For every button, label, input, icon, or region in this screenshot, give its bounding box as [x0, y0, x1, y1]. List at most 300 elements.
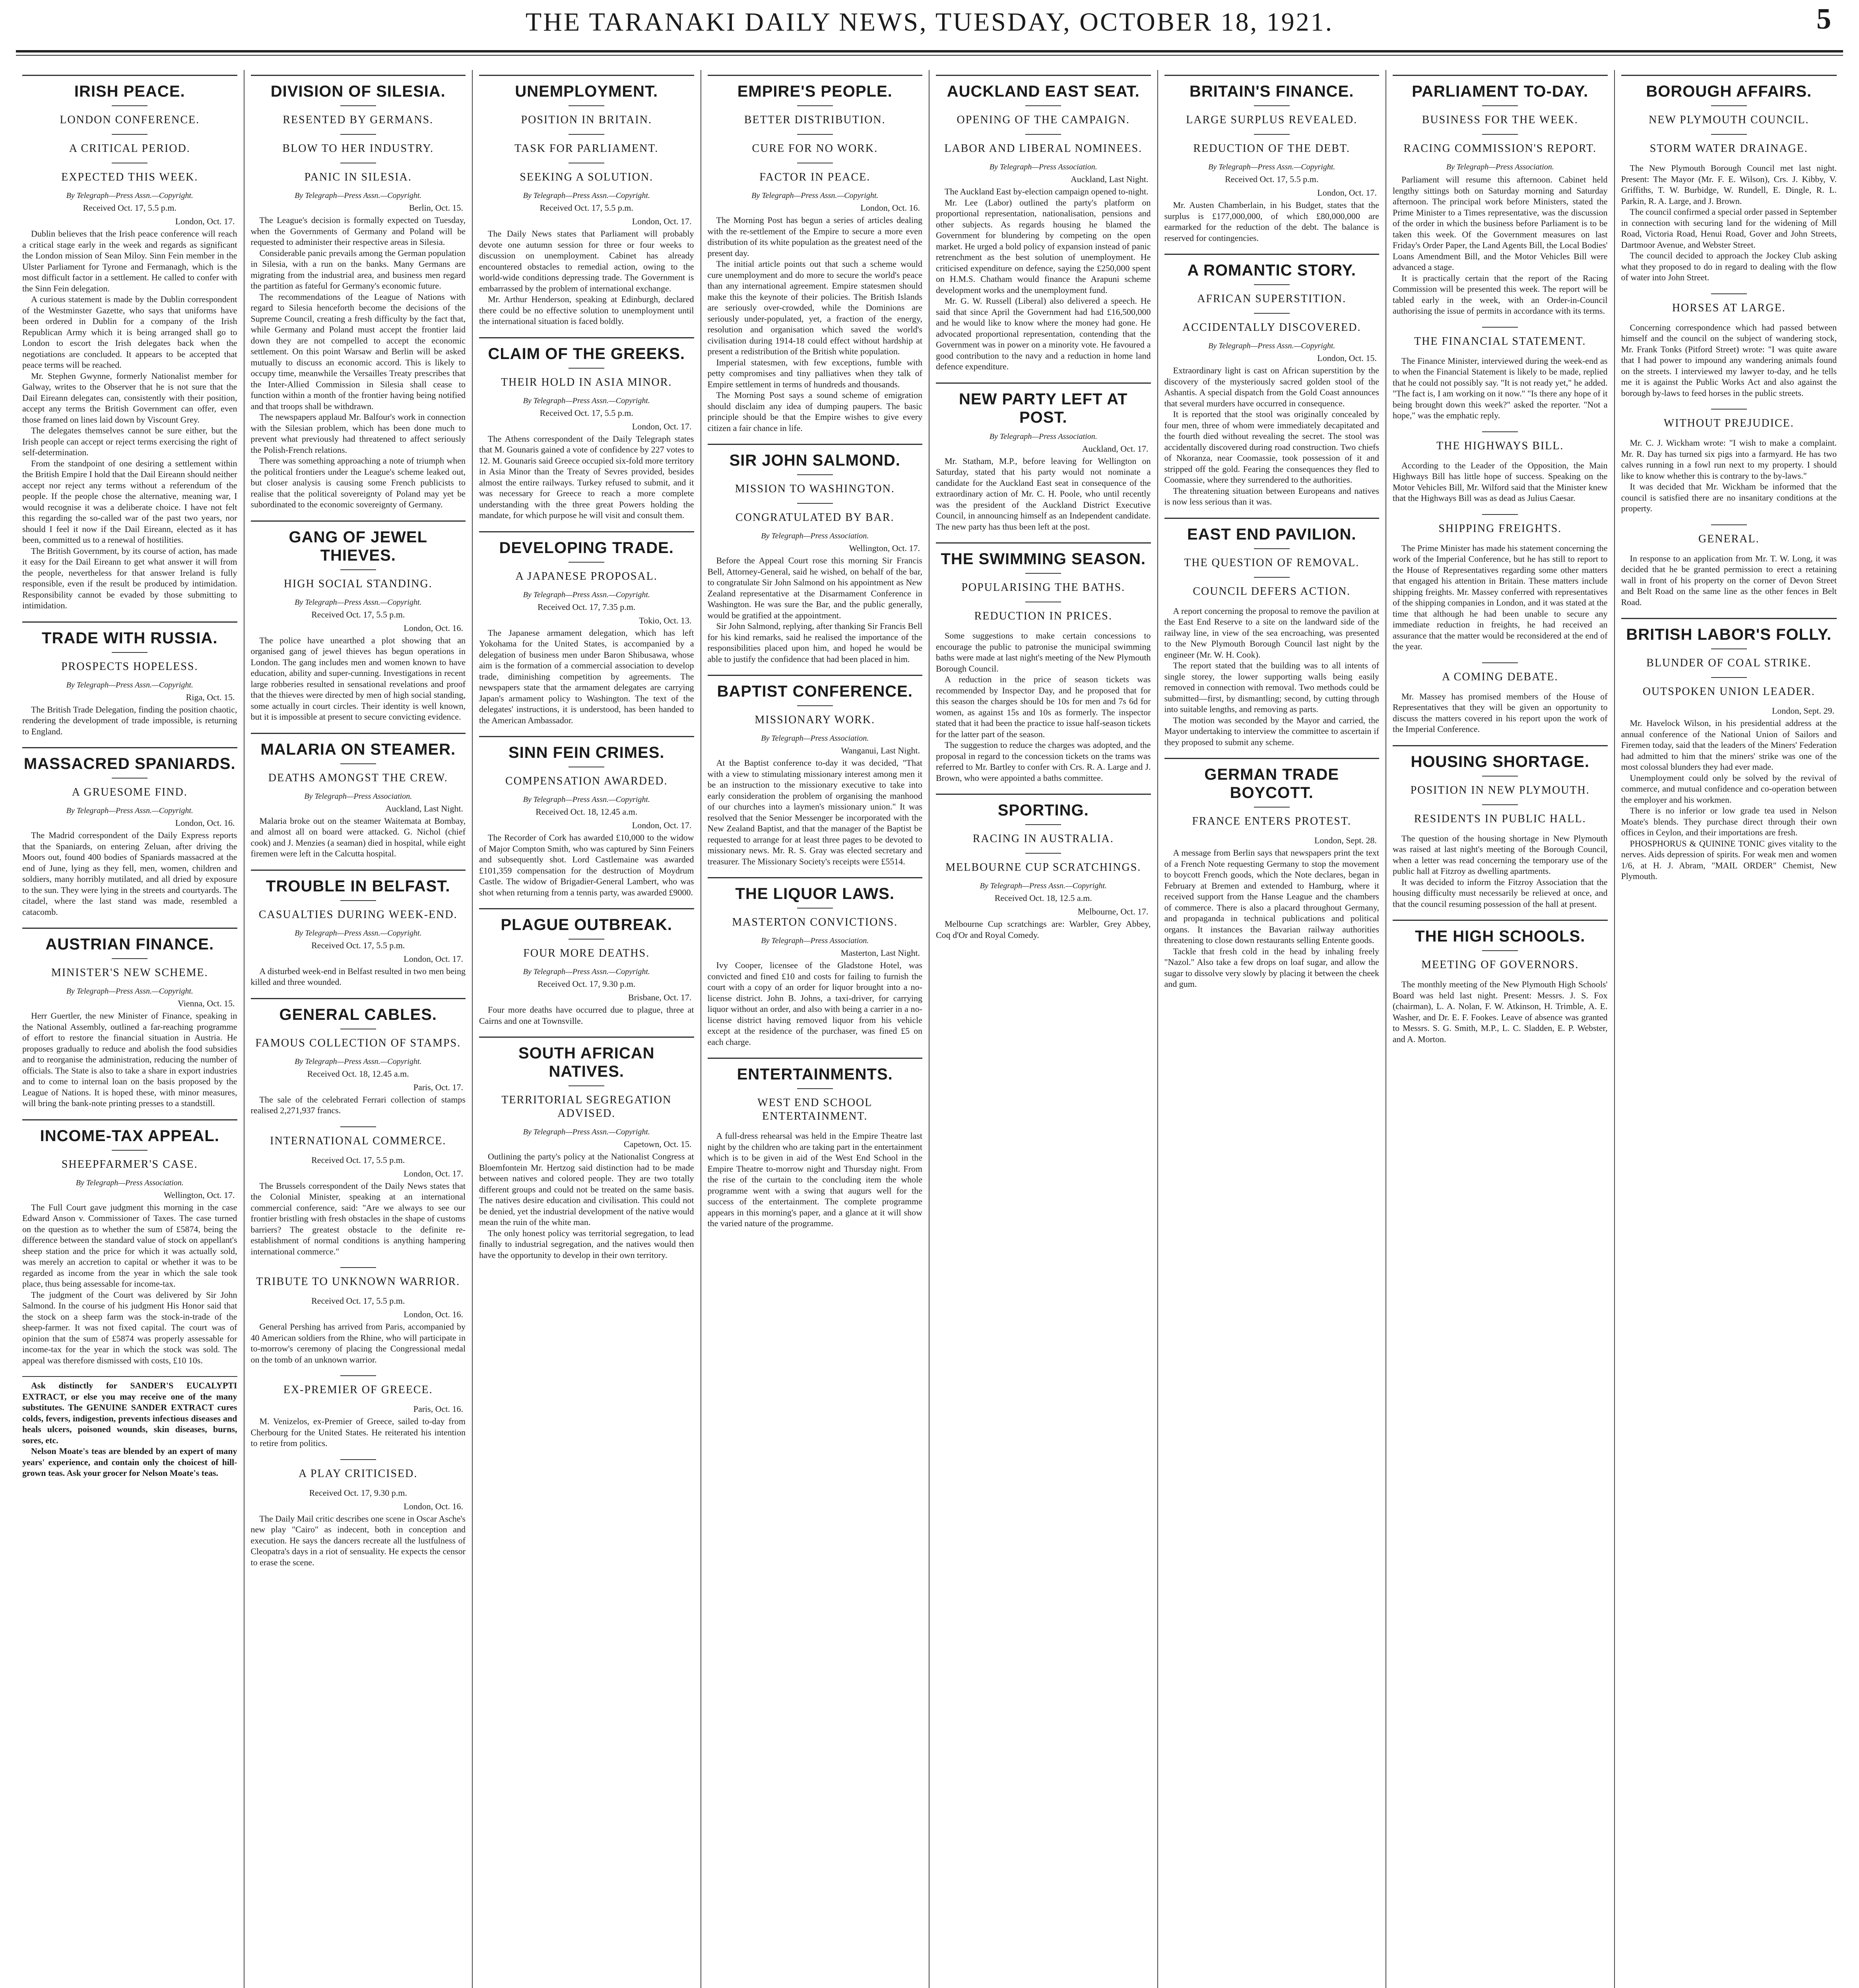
sub-rule: [112, 958, 147, 959]
sub-rule: [1482, 105, 1518, 106]
received-line: Received Oct. 17, 5.5 p.m.: [311, 1296, 405, 1306]
news-article: [251, 733, 466, 859]
news-article: [1164, 254, 1380, 507]
byline: By Telegraph—Press Assn.—Copyright.: [523, 396, 650, 405]
news-article: [479, 736, 694, 898]
dateline: Riga, Oct. 15.: [186, 692, 235, 702]
article-rule: [479, 75, 694, 76]
article-subheading: MEETING OF GOVERNORS.: [1421, 959, 1579, 971]
sub-rule: [340, 105, 376, 106]
article-paragraph: Some suggestions to make certain concessions to encourage the public to patronise the municipal swimming baths were made at last night's meeting of the New Plymouth Borough Council.: [936, 631, 1151, 674]
dateline: London, Oct. 17.: [1317, 188, 1377, 198]
sub-rule: [112, 134, 147, 135]
article-subheading: HIGH SOCIAL STANDING.: [283, 577, 433, 590]
article-rule: [1393, 920, 1608, 921]
byline: By Telegraph—Press Association.: [1446, 163, 1554, 171]
article-headline: BOROUGH AFFAIRS.: [1646, 83, 1812, 100]
byline: By Telegraph—Press Assn.—Copyright.: [523, 191, 650, 200]
byline: By Telegraph—Press Assn.—Copyright.: [295, 598, 422, 607]
article-subheading: LONDON CONFERENCE.: [60, 114, 200, 126]
article-paragraph: There is no inferior or low grade tea used in Nelson Moate's blends. They purchase direct through their own offices in Ceylon, and their importations are fresh.: [1621, 806, 1837, 837]
dateline: Vienna, Oct. 15.: [178, 998, 235, 1008]
article-headline: DIVISION OF SILESIA.: [270, 83, 446, 100]
article-rule: [1164, 518, 1380, 519]
newspaper-columns: [16, 70, 1843, 1988]
article-paragraph: The only honest policy was territorial segregation, to lead finally to industrial segregation, and the natives would then have the opportunity to develop in their own territory.: [479, 1228, 694, 1260]
article-subheading: FACTOR IN PEACE.: [759, 171, 871, 183]
article-headline: SOUTH AFRICAN NATIVES.: [518, 1044, 655, 1080]
dateline: London, Oct. 16.: [860, 203, 920, 213]
news-article: [479, 1037, 694, 1260]
sub-rule: [112, 652, 147, 653]
article-headline: ENTERTAINMENTS.: [737, 1066, 893, 1083]
article-paragraph: A curious statement is made by the Dublin correspondent of the Westminster Gazette, who says that uniforms have been ordered in Dublin for a company of the Irish Republican Army which it is being arranged shall go to London to escort the Irish delegates back when the negotiations are concluded. It appears to be accepted that peace terms will be reached.: [22, 294, 237, 370]
article-paragraph: Ivy Cooper, licensee of the Gladstone Hotel, was convicted and fined £10 and costs for failing to furnish the court with a copy of an order for liquor brought into a no-license district. John B. Johns, a taxi-driver, for carrying liquor without an order, and also with being a carrier in a no-license district having removed liquor from his vehicle except at the residence of the purchaser, was fined £5 on each charge.: [707, 960, 922, 1047]
article-paragraph: The council confirmed a special order passed in September in connection with securing land for the widening of Mill Road, Victoria Road, Henui Road, Gover and John Streets, Dartmoor Avenue, and Webster Street.: [1621, 207, 1837, 250]
dateline: London, Oct. 17.: [632, 421, 692, 431]
article-paragraph: General Pershing has arrived from Paris, accompanied by 40 American soldiers from the Rhine, who will participate in to-morrow's ceremony of placing the Congressional medal on the tomb of an unknown warrior.: [250, 1322, 466, 1365]
news-article: [251, 75, 466, 510]
article-subheading: SEEKING A SOLUTION.: [520, 171, 654, 183]
sub-rule: [569, 1085, 604, 1086]
article-subheading: EXPECTED THIS WEEK.: [61, 171, 198, 183]
dateline: London, Oct. 16.: [404, 1309, 463, 1319]
article-rule: [1621, 75, 1837, 76]
article-paragraph: The New Plymouth Borough Council met last night. Present: The Mayor (Mr. F. E. Wilson), Crs. J. Kibby, V. Griffiths, T. W. Burbidge, W. Rundell, E. Dingle, R. L. Parkin, R. A. Large, and J. Brown.: [1621, 163, 1837, 206]
news-article: [708, 877, 923, 1047]
article-subheading: A JAPANESE PROPOSAL.: [515, 570, 658, 582]
article-subheading: REDUCTION OF THE DEBT.: [1193, 142, 1350, 155]
sub-rule: [112, 1150, 147, 1151]
sub-rule: [340, 1459, 376, 1460]
article-paragraph: The Recorder of Cork has awarded £10,000 to the widow of Major Compton Smith, who was captured by Sinn Feiners and subsequently shot. Lord Castlemaine was awarded £101,359 compensation for the destruction of Moydrum Castle. The widow of Brigadier-General Lambert, who was shot when returning from a tennis party, was awarded £9000.: [479, 833, 694, 897]
article-subheading: MINISTER'S NEW SCHEME.: [51, 967, 208, 979]
article-subheading: NEW PLYMOUTH COUNCIL.: [1649, 114, 1809, 126]
article-headline: PARLIAMENT TO-DAY.: [1412, 83, 1589, 100]
article-paragraph: Unemployment could only be solved by the revival of commerce, and mutual confidence and co-operation between the employer and his workmen.: [1621, 773, 1837, 805]
article-paragraph: A report concerning the proposal to remove the pavilion at the East End Reserve to a site on the landward side of the railway line, in view of the sea encroaching, was presented to the New Plymouth Borough Council last night by the engineer (Mr. W. H. Cook).: [1164, 606, 1379, 660]
dateline: Wellington, Oct. 17.: [164, 1190, 235, 1200]
sub-rule: [797, 105, 833, 106]
sub-rule: [569, 562, 604, 563]
byline: By Telegraph—Press Assn.—Copyright.: [295, 1057, 422, 1066]
byline: By Telegraph—Press Assn.—Copyright.: [295, 928, 422, 938]
sub-rule: [1482, 950, 1518, 951]
sub-rule: [1025, 824, 1061, 825]
news-article: [1621, 75, 1837, 283]
article-paragraph: The motion was seconded by the Mayor and carried, the Mayor undertaking to interview the committee to ascertain if they proposed to submit any scheme.: [1164, 715, 1379, 747]
sub-rule: [1025, 105, 1061, 106]
dateline: London, Oct. 17.: [632, 216, 692, 226]
article-headline: THE LIQUOR LAWS.: [735, 885, 895, 903]
article-paragraph: There was something approaching a note of triumph when the political frontiers under the League's scheme leaked out, but closer analysis is causing some French publicists to realise that the political sovereignty of Poland may yet be subordinated to the economic sovereignty of Germany.: [250, 456, 466, 509]
article-subheading: OUTSPOKEN UNION LEADER.: [1642, 685, 1815, 698]
dateline: London, Oct. 17.: [404, 953, 463, 964]
article-paragraph: The Madrid correspondent of the Daily Express reports that the Spaniards, on entering Zeluan, after driving the Moors out, found 400 bodies of Spaniards massacred at the end of June, lying as they fell, men, women, children and soldiers, many horribly mutilated, and all dried by exposure to the sun. They were lying in the streets and courtyards. The citadel, where the last stand was made, resembled a catacomb.: [22, 830, 237, 917]
article-headline: THE HIGH SCHOOLS.: [1415, 928, 1585, 945]
article-paragraph: It was decided to inform the Fitzroy Association that the housing difficulty must necessarily be relieved at once, and that the council resuming possession of the hall at present.: [1393, 877, 1608, 909]
byline: By Telegraph—Press Assn.—Copyright.: [66, 987, 193, 996]
article-paragraph: PHOSPHORUS & QUININE TONIC gives vitality to the nerves. Aids depression of spirits. For weak men and women 1/6, at H. J. Abram, "MAIL ORDER" Chemist, New Plymouth.: [1621, 838, 1837, 881]
article-paragraph: The Athens correspondent of the Daily Telegraph states that M. Gounaris gained a vote of confidence by 227 votes to 12. M. Gounaris said Greece occupied six-fold more territory in Asia Minor than the Treaty of Sevres provided, besides almost the entire railways. Turkey refused to submit, and it was necessary for Greece to reach a more complete understanding with the three great Powers holding the mandate, for which purpose he will visit and consult them.: [479, 433, 694, 520]
article-headline: MASSACRED SPANIARDS.: [23, 755, 236, 773]
article-paragraph: Mr. Arthur Henderson, speaking at Edinburgh, declared there could be no effective solution to unemployment until the international situation is faced boldly.: [479, 294, 694, 326]
article-paragraph: Mr. Massey has promised members of the House of Representatives that they will be given an opportunity to discuss the matters covered in his report upon the work of the Imperial Conference.: [1393, 691, 1608, 734]
article-headline: HOUSING SHORTAGE.: [1411, 753, 1590, 771]
article-subheading: RACING IN AUSTRALIA.: [972, 833, 1114, 845]
column-6: [1158, 70, 1387, 1988]
dateline: London, Oct. 17.: [404, 1168, 463, 1178]
byline: By Telegraph—Press Association.: [761, 734, 869, 743]
dateline: Melbourne, Oct. 17.: [1077, 907, 1149, 916]
article-subheading: RACING COMMISSION'S REPORT.: [1403, 142, 1597, 155]
article-subheading: ACCIDENTALLY DISCOVERED.: [1182, 321, 1361, 334]
dateline: Auckland, Oct. 17.: [1082, 443, 1149, 454]
article-subheading: PROSPECTS HOPELESS.: [61, 660, 198, 673]
article-rule: [1393, 75, 1608, 76]
news-article: [1164, 758, 1380, 990]
article-subheading: EX-PREMIER OF GREECE.: [283, 1384, 433, 1396]
article-rule: [479, 736, 694, 737]
received-line: Received Oct. 18, 12.5 a.m.: [994, 893, 1092, 903]
article-subheading: THE QUESTION OF REMOVAL.: [1184, 556, 1360, 569]
article-paragraph: Melbourne Cup scratchings are: Warbler, Grey Abbey, Coq d'Or and Royal Comedy.: [936, 919, 1151, 940]
article-rule: [1164, 75, 1380, 76]
sub-rule: [1025, 853, 1061, 854]
received-line: Received Oct. 17, 5.5 p.m.: [311, 940, 405, 950]
article-headline: NEW PARTY LEFT AT POST.: [959, 390, 1128, 426]
column-1: [16, 70, 245, 1988]
article-paragraph: The sale of the celebrated Ferrari collection of stamps realised 2,271,937 francs.: [250, 1094, 466, 1115]
dateline: Capetown, Oct. 15.: [624, 1139, 692, 1149]
sub-rule: [569, 939, 604, 940]
article-subheading: POSITION IN NEW PLYMOUTH.: [1410, 784, 1590, 796]
dateline: London, Oct. 16.: [175, 818, 235, 828]
article-rule: [708, 877, 923, 878]
article-paragraph: Mr. Havelock Wilson, in his presidential address at the annual conference of the National Union of Sailors and Firemen today, said that the leaders of the Miners' Federation had admitted to him that the miners' strike was one of the most colossal blunders they had ever made.: [1621, 718, 1837, 772]
article-paragraph: The Finance Minister, interviewed during the week-end as to when the Financial Statement is likely to be made, replied that he could not possibly say. "It is not ready yet," he added. "The fact is, I am working on it now." "Is there any hope of it being brought down this week?" asked the reporter. "Not a hope," was the emphatic reply.: [1393, 355, 1608, 420]
article-subheading: HORSES AT LARGE.: [1672, 301, 1786, 314]
article-subheading: FRANCE ENTERS PROTEST.: [1192, 815, 1352, 827]
sub-rule: [1711, 677, 1747, 678]
sub-rule: [569, 134, 604, 135]
article-rule: [22, 621, 237, 623]
byline: By Telegraph—Press Association.: [304, 792, 412, 801]
article-paragraph: A message from Berlin says that newspapers print the text of a French Note requesting Germany to stop the movement to boycott French goods, which the Note declares, began in February at Bremen and extended to Hamburg, where it received support from the Hanse League and the chambers of commerce. There is also a placard throughout Germany, and propaganda in technical publications and political organs. It instances the Bavarian railway authorities threatening to close down restaurants selling Entente goods.: [1164, 848, 1379, 945]
dateline: Auckland, Last Night.: [385, 803, 463, 813]
article-subheading: WITHOUT PREJUDICE.: [1663, 417, 1794, 429]
article-rule: [708, 75, 923, 76]
news-article: [251, 1459, 466, 1568]
article-subheading: CASUALTIES DURING WEEK-END.: [258, 908, 458, 921]
dateline: London, Sept. 28.: [1314, 835, 1377, 845]
news-article: [22, 1119, 237, 1366]
article-rule: [251, 870, 466, 871]
news-article: [251, 1126, 466, 1257]
sub-rule: [797, 134, 833, 135]
article-paragraph: In response to an application from Mr. T. W. Long, it was decided that he be granted permission to erect a retaining wall in front of his property on the corner of Devon Street and Belt Road on the same line as the other fences in Belt Road.: [1621, 553, 1837, 607]
sub-rule: [1711, 105, 1747, 106]
article-paragraph: Sir John Salmond, replying, after thanking Sir Francis Bell for his kind remarks, said he realised the importance of the responsibilities placed upon him, and hoped he would be able to justify the confidence that had been placed in him.: [707, 621, 922, 664]
article-headline: PLAGUE OUTBREAK.: [501, 916, 673, 934]
sub-rule: [1482, 662, 1518, 663]
article-rule: [251, 75, 466, 76]
article-paragraph: The Daily News states that Parliament will probably devote one autumn session for three or four weeks to discussion on unemployment. Cabinet has already encountered obstacles to remedial action, owing to the world-wide conditions depressing trade. The Government is embarrassed by the problem of international exchange.: [479, 229, 694, 293]
article-subheading: MISSION TO WASHINGTON.: [735, 483, 895, 495]
article-paragraph: Mr. Austen Chamberlain, in his Budget, states that the surplus is £177,000,000, of which £80,000,000 are earmarked for the reduction of the debt. The balance is reserved for contingencies.: [1164, 200, 1379, 243]
news-article: [22, 747, 237, 917]
article-headline: BRITISH LABOR'S FOLLY.: [1626, 626, 1832, 643]
byline: By Telegraph—Press Assn.—Copyright.: [523, 967, 650, 976]
article-paragraph: Before the Appeal Court rose this morning Sir Francis Bell, Attorney-General, said he wished, on behalf of the bar, to congratulate Sir John Salmond on his appointment as New Zealand representative at the Disarmament Conference in Washington. He was sure the Bar, and the public generally, would be gratified at the appointment.: [707, 555, 922, 620]
article-rule: [479, 908, 694, 909]
received-line: Received Oct. 17, 9.30 p.m.: [309, 1487, 407, 1498]
sub-rule: [1254, 313, 1290, 314]
dateline: Paris, Oct. 16.: [413, 1404, 463, 1414]
article-subheading: SHIPPING FREIGHTS.: [1438, 522, 1562, 535]
sub-rule: [1711, 134, 1747, 135]
article-paragraph: The British Trade Delegation, finding the position chaotic, rendering the development of trade impossible, is returning to England.: [22, 704, 237, 736]
news-article: [1393, 327, 1608, 421]
article-paragraph: The delegates themselves cannot be sure either, but the Irish people can accept or reject terms exercising the right of self-determination.: [22, 425, 237, 457]
article-paragraph: The police have unearthed a plot showing that an organised gang of jewel thieves has begun operations in London. The gang includes men and women known to have education, ability and super-cunning. Investigations in recent large robberies resulted in sensational revelations and proof that the thieves were directed by men of high social standing, some actually in court circles. Their identity is well known, but it is impossible at present to secure convicting evidence.: [250, 635, 466, 722]
dateline: London, Oct. 16.: [404, 623, 463, 633]
article-paragraph: It is practically certain that the report of the Racing Commission will be presented this week. The report will be tabled early in the week, with an Order-in-Council authorising the issue of permits in accordance with its terms.: [1393, 273, 1608, 316]
news-article: [1164, 518, 1380, 748]
sub-rule: [1254, 284, 1290, 285]
article-subheading: STORM WATER DRAINAGE.: [1649, 142, 1808, 155]
article-paragraph: Dublin believes that the Irish peace conference will reach a critical stage early in the week and regards as significant the London mission of Sean Miloy. Sinn Fein member in the Ulster Parliament for Tyrone and Fermanagh, which is the most difficult factor in a settlement. He called to confer with the Sinn Fein delegation.: [22, 229, 237, 293]
sub-rule: [797, 1088, 833, 1089]
column-2: [245, 70, 473, 1988]
sub-rule: [1711, 409, 1747, 410]
article-rule: [936, 542, 1151, 544]
received-line: Received Oct. 17, 5.5 p.m.: [311, 609, 405, 619]
byline: By Telegraph—Press Association.: [989, 163, 1097, 171]
column-5: [930, 70, 1158, 1988]
sub-rule: [1254, 105, 1290, 106]
sub-rule: [1711, 648, 1747, 649]
article-subheading: OPENING OF THE CAMPAIGN.: [957, 114, 1130, 126]
byline: By Telegraph—Press Assn.—Copyright.: [66, 806, 193, 815]
sub-rule: [340, 1375, 376, 1376]
sub-rule: [1254, 134, 1290, 135]
article-headline: BAPTIST CONFERENCE.: [717, 683, 913, 700]
article-paragraph: Ask distinctly for SANDER'S EUCALYPTI EXTRACT, or else you may receive one of the many substitutes. The GENUINE SANDER EXTRACT cures colds, fevers, indigestion, prevents infectious diseases and heals ulcers, poisoned wounds, skin diseases, burns, sores, etc.: [22, 1380, 237, 1445]
byline: By Telegraph—Press Assn.—Copyright.: [1208, 163, 1335, 171]
received-line: Received Oct. 18, 12.45 a.m.: [536, 807, 638, 817]
masthead-rule: [16, 50, 1843, 56]
news-article: [251, 1267, 466, 1365]
news-article: [708, 675, 923, 867]
article-rule: [251, 733, 466, 734]
dateline: Masterton, Last Night.: [840, 948, 920, 958]
article-paragraph: The suggestion to reduce the charges was adopted, and the proposal in regard to the concession tickets on the trams was referred to Mr. Bartley to confer with Crs. R. A. Large and J. Brown, who were appointed a baths committee.: [936, 740, 1151, 783]
dateline: Wanganui, Last Night.: [841, 746, 920, 755]
sub-rule: [1254, 577, 1290, 578]
news-article: [251, 870, 466, 988]
article-paragraph: M. Venizelos, ex-Premier of Greece, sailed to-day from Cherbourg for the United States. He reiterated his intention to retire from politics.: [250, 1416, 466, 1448]
sub-rule: [797, 474, 833, 475]
article-rule: [936, 75, 1151, 76]
sub-rule: [569, 105, 604, 106]
byline: By Telegraph—Press Association.: [761, 532, 869, 540]
sub-rule: [1254, 548, 1290, 549]
byline: By Telegraph—Press Assn.—Copyright.: [980, 881, 1107, 890]
article-paragraph: Four more deaths have occurred due to plague, three at Cairns and one at Townsville.: [479, 1005, 694, 1026]
news-article: [1621, 524, 1837, 608]
article-paragraph: Considerable panic prevails among the German population in Silesia, with a run on the banks. Many Germans are migrating from the industrial area, and business men regard the partition as fateful for Germany's economic future.: [250, 248, 466, 291]
article-paragraph: The monthly meeting of the New Plymouth High Schools' Board was held last night. Present: Messrs. J. S. Fox (chairman), L. A. Nolan, F. W. Atkinson, H. Trimble, A. E. Washer, and Dr. E. F. Fookes. Leave of absence was granted to Messrs. S. G. Smith, M.P., L. C. Sladden, E. P. Webster, and A. Morton.: [1393, 979, 1608, 1044]
article-subheading: RESIDENTS IN PUBLIC HALL.: [1414, 812, 1586, 825]
dateline: London, Oct. 17.: [632, 820, 692, 830]
article-paragraph: Herr Guertler, the new Minister of Finance, speaking in the National Assembly, outlined a far-reaching programme of effort to restore the financial situation in Austria. He proposes gradually to reduce and abolish the food subsidies and to reorganise the administration, reducing the number of officials. The State is also to take a share in export industries and to come to internal loan on the basis proposed by the League of Nations. It is hoped these, with minor measures, will bring the bank-note printing presses to a standstill.: [22, 1011, 237, 1108]
article-subheading: MELBOURNE CUP SCRATCHINGS.: [945, 861, 1141, 874]
sub-rule: [1482, 804, 1518, 805]
article-headline: TRADE WITH RUSSIA.: [42, 629, 218, 647]
article-subheading: TERRITORIAL SEGREGATION ADVISED.: [501, 1094, 672, 1120]
article-paragraph: The Brussels correspondent of the Daily News states that the Colonial Minister, speaking at an international commercial conference, said: "Are we always to see our frontier bristling with fresh obstacles in the shape of customs barriers? The greatest obstacle to the definite re-establishment of normal conditions is anything hampering international commerce.": [250, 1180, 466, 1256]
article-subheading: AFRICAN SUPERSTITION.: [1197, 293, 1347, 305]
news-article: [1393, 514, 1608, 652]
byline: By Telegraph—Press Assn.—Copyright.: [523, 590, 650, 599]
article-headline: A ROMANTIC STORY.: [1187, 262, 1356, 279]
article-rule: [1621, 618, 1837, 619]
article-rule: [479, 531, 694, 532]
article-paragraph: The Full Court gave judgment this morning in the case Edward Anson v. Commissioner of Taxes. The case turned on the question as to whether the sum of £5874, being the difference between the standard value of stock on appellant's sheep station and the price for which it was actually sold, was merely an accretion to capital or whether it was to be regarded as income from the year in which the sale took place, thus being assessable for income-tax.: [22, 1202, 237, 1289]
article-paragraph: Mr. G. W. Russell (Liberal) also delivered a speech. He said that since April the Government had had £16,500,000 and he would like to know where the money had gone. He advocated proportional representation, contending that the Government was in power on a minority vote. He favoured a good contribution to the navy and a reduction in home land defence expenditure.: [936, 296, 1151, 371]
article-headline: SIR JOHN SALMOND.: [729, 452, 900, 469]
news-article: [251, 998, 466, 1116]
article-rule: [936, 382, 1151, 384]
news-article: [1621, 409, 1837, 514]
sub-rule: [340, 134, 376, 135]
article-subheading: MISSIONARY WORK.: [755, 714, 875, 726]
article-paragraph: Parliament will resume this afternoon. Cabinet held lengthy sittings both on Saturday morning and Saturday afternoon. The principal work before Ministers, stated the Prime Minister to a Times representative, was the discussion of the order in which the business before Parliament is to be taken this week. Of the Government measures on last Friday's Order Paper, the Land Agents Bill, the Local Bodies' Loans Amendment Bill, and the Motor Vehicles Bill were advanced a stage.: [1393, 175, 1608, 272]
byline: By Telegraph—Press Assn.—Copyright.: [1208, 342, 1335, 350]
dateline: London, Oct. 15.: [1317, 353, 1377, 363]
received-line: Received Oct. 17, 5.5 p.m.: [311, 1155, 405, 1165]
page-number: 5: [1816, 3, 1831, 35]
article-headline: TROUBLE IN BELFAST.: [266, 877, 450, 895]
article-paragraph: The question of the housing shortage in New Plymouth was raised at last night's meeting of the Borough Council, when a letter was read concerning the temporary use of the public hall at Fitzroy as dwelling apartments.: [1393, 833, 1608, 876]
article-headline: GENERAL CABLES.: [279, 1006, 437, 1023]
news-article: [22, 621, 237, 737]
article-headline: SPORTING.: [997, 802, 1089, 819]
sub-rule: [1025, 573, 1061, 574]
received-line: Received Oct. 17, 7.35 p.m.: [538, 602, 636, 612]
article-rule: [22, 1119, 237, 1120]
sub-rule: [797, 705, 833, 706]
article-headline: GANG OF JEWEL THIEVES.: [289, 528, 428, 564]
article-rule: [936, 794, 1151, 795]
news-article: [479, 337, 694, 521]
article-subheading: SHEEPFARMER'S CASE.: [61, 1158, 198, 1171]
article-subheading: COUNCIL DEFERS ACTION.: [1193, 585, 1351, 598]
dateline: Brisbane, Oct. 17.: [628, 992, 692, 1002]
sub-rule: [1254, 807, 1290, 808]
article-subheading: A PLAY CRITICISED.: [299, 1467, 418, 1480]
news-article: [1621, 293, 1837, 399]
news-article: [1621, 618, 1837, 882]
news-article: [1393, 431, 1608, 504]
article-paragraph: The Morning Post says a sound scheme of emigration should disclaim any idea of dumping paupers. The basic principle should be that the Empire wishes to give every citizen a fair chance in life.: [707, 390, 922, 433]
article-headline: GERMAN TRADE BOYCOTT.: [1204, 766, 1339, 802]
article-subheading: PANIC IN SILESIA.: [304, 171, 412, 183]
article-paragraph: Tackle that fresh cold in the head by inhaling freely "Nazol." Also take a few drops on loaf sugar, and allow the sugar to dissolve very slowly by placing it between the cheek and gum.: [1164, 946, 1379, 989]
byline: By Telegraph—Press Assn.—Copyright.: [751, 191, 879, 200]
article-subheading: BLUNDER OF COAL STRIKE.: [1646, 657, 1812, 669]
article-rule: [708, 444, 923, 445]
column-8: [1615, 70, 1843, 1988]
sub-rule: [1711, 293, 1747, 294]
article-subheading: A COMING DEBATE.: [1442, 670, 1558, 683]
article-paragraph: The British Government, by its course of action, has made it easy for the Dail Eireann to get what answer it will from the people, nevertheless for that answer Ireland is fully responsible, even if the result be produced by intimidation. Responsibility cannot be evaded by those submitting to intimidation.: [22, 546, 237, 610]
article-paragraph: A reduction in the price of season tickets was recommended by Inspector Day, and he proposed that for this season the charges should be 10s for men and 7s 6d for women, as against 15s and 10s as formerly. The inspector stated that it had been the practice to issue half-season tickets for the latter part of the season.: [936, 674, 1151, 739]
sub-rule: [1482, 327, 1518, 328]
article-rule: [251, 998, 466, 999]
sub-rule: [112, 778, 147, 779]
dateline: Auckland, Last Night.: [1070, 174, 1149, 184]
article-subheading: POPULARISING THE BATHS.: [961, 581, 1125, 594]
article-headline: AUSTRIAN FINANCE.: [45, 936, 214, 953]
article-headline: CLAIM OF THE GREEKS.: [488, 345, 685, 363]
masthead: [0, 0, 1859, 72]
article-paragraph: Mr. Lee (Labor) outlined the party's platform on proportional representation, nationalisation, pensions and other subjects. As regards housing he blamed the Government for blundering by competing on the open market. He urged a bold policy of expansion instead of panic retrenchment as the best solution of unemployment. He criticised expenditure on defence, saying the £250,000 spent on H.M.S. Chatham would finance the Arapuni scheme development works and the unemployment fund.: [936, 197, 1151, 295]
news-article: [1393, 662, 1608, 735]
dateline: Berlin, Oct. 15.: [409, 203, 463, 213]
dateline: Tokio, Oct. 13.: [639, 615, 692, 625]
byline: By Telegraph—Press Assn.—Copyright.: [523, 1128, 650, 1136]
news-article: [936, 542, 1151, 783]
article-subheading: REDUCTION IN PRICES.: [974, 610, 1112, 622]
sub-rule: [1711, 524, 1747, 525]
sub-rule: [1482, 514, 1518, 515]
article-paragraph: The League's decision is formally expected on Tuesday, when the Governments of Germany and Poland will be requested to administer their respective areas in Silesia.: [250, 215, 466, 247]
article-paragraph: Nelson Moate's teas are blended by an expert of many years' experience, and contain only the choicest of hill-grown teas. Ask your grocer for Nelson Moate's teas.: [22, 1446, 237, 1478]
article-subheading: BUSINESS FOR THE WEEK.: [1422, 114, 1578, 126]
article-rule: [1393, 745, 1608, 746]
dateline: London, Oct. 17.: [175, 216, 235, 226]
sub-rule: [1482, 134, 1518, 135]
advertisement: [22, 1376, 237, 1479]
article-headline: EMPIRE'S PEOPLE.: [737, 83, 893, 100]
article-subheading: CONGRATULATED BY BAR.: [735, 511, 895, 524]
article-subheading: INTERNATIONAL COMMERCE.: [270, 1134, 446, 1147]
news-article: [479, 75, 694, 327]
article-subheading: TASK FOR PARLIAMENT.: [514, 142, 659, 155]
article-paragraph: It is reported that the stool was originally concealed by four men, three of whom were immediately decapitated and the fourth died without revealing the secret. The stool was accidentally discovered during road construction. Two chiefs of Nkoranza, near Coomassie, took possession of it and stripped off the gold. Fearing the consequences they fled to Coomassie, where they surrendered to the authorities.: [1164, 409, 1379, 485]
received-line: Received Oct. 17, 5.5 p.m.: [539, 408, 633, 418]
article-subheading: THE HIGHWAYS BILL.: [1436, 439, 1564, 452]
news-article: [708, 444, 923, 664]
article-rule: [1164, 254, 1380, 255]
news-article: [22, 928, 237, 1109]
article-paragraph: A disturbed week-end in Belfast resulted in two men being killed and three wounded.: [250, 966, 466, 987]
article-subheading: FOUR MORE DEATHS.: [523, 947, 650, 959]
news-article: [1393, 745, 1608, 910]
news-article: [1164, 75, 1380, 243]
news-article: [22, 75, 237, 611]
column-3: [473, 70, 701, 1988]
article-rule: [251, 520, 466, 522]
article-paragraph: Mr. C. J. Wickham wrote: "I wish to make a complaint. Mr. R. Day has turned six pigs into a farmyard. He has two calves running in a fowl run next to my property. I should like to know whether this is contrary to the by-laws.": [1621, 438, 1837, 481]
article-subheading: WEST END SCHOOL ENTERTAINMENT.: [757, 1097, 873, 1122]
received-line: Received Oct. 17, 5.5 p.m.: [1225, 174, 1319, 184]
news-article: [251, 520, 466, 722]
article-headline: BRITAIN'S FINANCE.: [1190, 83, 1354, 100]
byline: By Telegraph—Press Assn.—Copyright.: [66, 680, 193, 689]
